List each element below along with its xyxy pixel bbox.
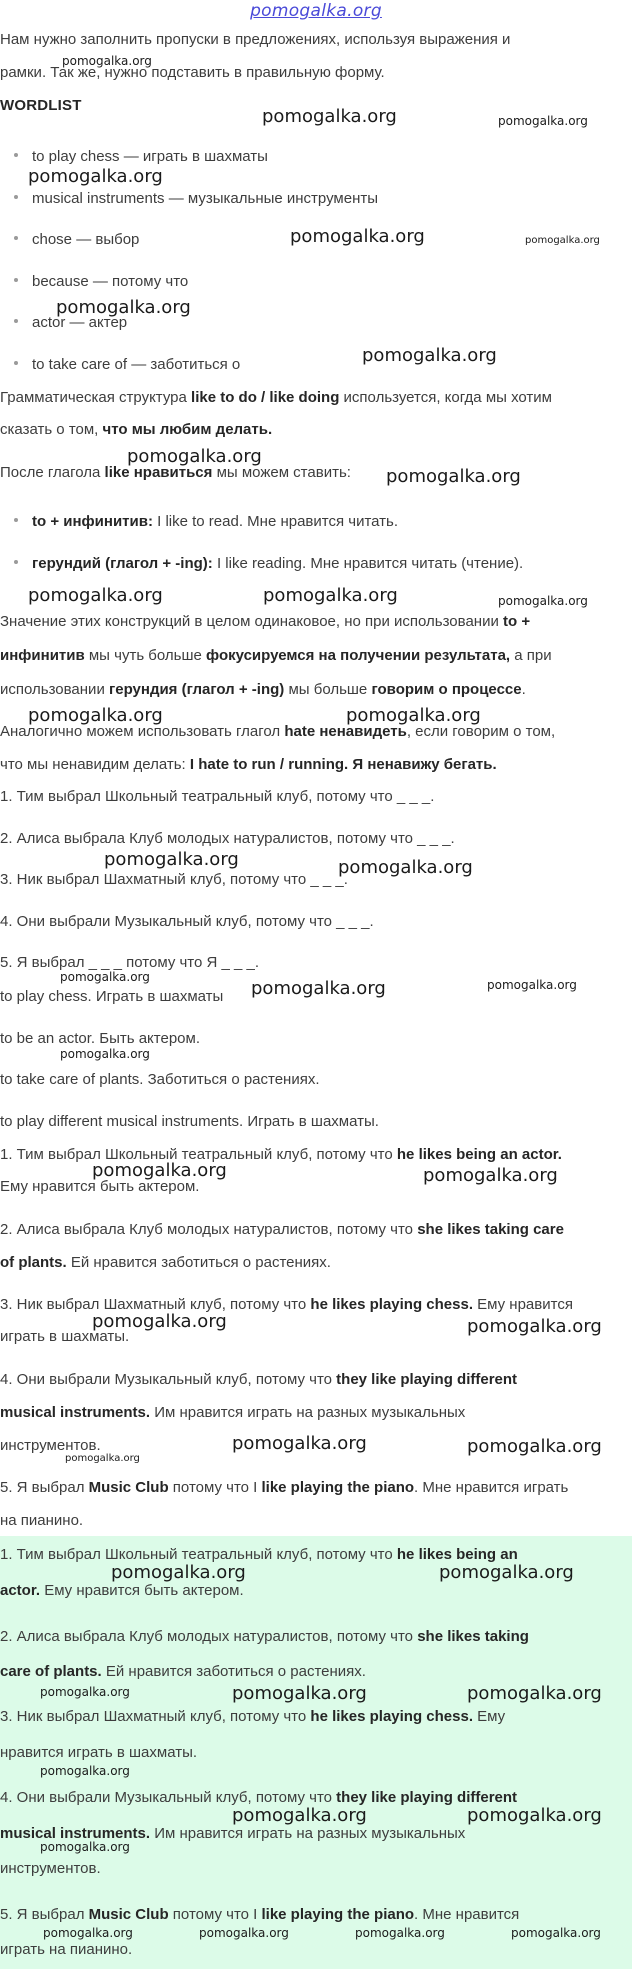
task-item: 2. Алиса выбрала Клуб молодых натуралистов, потому что _ _ _. <box>0 830 455 847</box>
watermark-logo: pomogalka.org <box>104 849 239 870</box>
watermark-logo: pomogalka.org <box>28 585 163 606</box>
final-3-line-1: 3. Ник выбрал Шахматный клуб, потому что he likes playing chess. Ему <box>0 1708 506 1725</box>
intro-line-1: Нам нужно заполнить пропуски в предложениях, используя выражения и <box>0 31 511 48</box>
watermark-logo: pomogalka.org <box>28 705 163 726</box>
watermark-logo: pomogalka.org <box>511 1926 601 1940</box>
phrase-item: to play different musical instruments. Играть в шахматы. <box>0 1113 379 1130</box>
answer-1-line-1: 1. Тим выбрал Школьный театральный клуб, потому что he likes being an actor. <box>0 1146 562 1163</box>
bullet-icon <box>14 518 18 522</box>
wordlist-item: because — потому что <box>14 272 188 292</box>
watermark-logo: pomogalka.org <box>487 978 577 992</box>
grammar-bullet: to + инфинитив: I like to read. Мне нравится читать. <box>14 512 398 532</box>
bullet-icon <box>14 195 18 199</box>
watermark-logo: pomogalka.org <box>92 1160 227 1181</box>
watermark-logo: pomogalka.org <box>40 1685 130 1699</box>
watermark-logo: pomogalka.org <box>92 1311 227 1332</box>
answer-3-line-2: играть в шахматы. <box>0 1328 130 1345</box>
bullet-icon <box>14 319 18 323</box>
watermark-logo: pomogalka.org <box>40 1764 130 1778</box>
task-item: 4. Они выбрали Музыкальный клуб, потому что _ _ _. <box>0 913 374 930</box>
final-4-line-3: инструментов. <box>0 1860 101 1877</box>
watermark-logo: pomogalka.org <box>346 705 481 726</box>
watermark-logo: pomogalka.org <box>60 1047 150 1061</box>
watermark-logo: pomogalka.org <box>262 106 397 127</box>
phrase-item: to take care of plants. Заботиться о растениях. <box>0 1071 320 1088</box>
bullet-icon <box>14 361 18 365</box>
wordlist-heading: WORDLIST <box>0 97 82 114</box>
watermark-logo: pomogalka.org <box>362 345 497 366</box>
watermark-logo: pomogalka.org <box>498 594 588 608</box>
answer-4-line-1: 4. Они выбрали Музыкальный клуб, потому что they like playing different <box>0 1371 518 1388</box>
watermark-logo: pomogalka.org <box>62 54 152 68</box>
final-4-line-1: 4. Они выбрали Музыкальный клуб, потому что they like playing different <box>0 1789 518 1806</box>
watermark-logo: pomogalka.org <box>386 466 521 487</box>
final-4-line-2: musical instruments. Им нравится играть на разных музыкальных <box>0 1825 466 1842</box>
answer-4-line-2: musical instruments. Им нравится играть на разных музыкальных <box>0 1404 466 1421</box>
final-1-line-2: actor. Ему нравится быть актером. <box>0 1582 244 1599</box>
grammar-bullet: герундий (глагол + -ing): I like reading. Мне нравится читать (чтение). <box>14 554 523 574</box>
watermark-logo: pomogalka.org <box>467 1316 602 1337</box>
grammar-line-1: Грамматическая структура like to do / like doing используется, когда мы хотим <box>0 389 552 406</box>
wordlist-item: musical instruments — музыкальные инструменты <box>14 189 378 209</box>
watermark-logo: pomogalka.org <box>338 857 473 878</box>
answer-2-line-2: of plants. Ей нравится заботиться о растениях. <box>0 1254 331 1271</box>
intro-line-2: рамки. Так же, нужно подставить в правильную форму. <box>0 64 385 81</box>
watermark-logo: pomogalka.org <box>60 970 150 984</box>
answer-3-line-1: 3. Ник выбрал Шахматный клуб, потому что he likes playing chess. Ему нравится <box>0 1296 573 1313</box>
wordlist-item: actor — актер <box>14 313 127 333</box>
bullet-icon <box>14 278 18 282</box>
watermark-logo: pomogalka.org <box>498 114 588 128</box>
site-logo[interactable]: pomogalka.org <box>250 1 382 21</box>
final-5-line-2: играть на пианино. <box>0 1941 133 1958</box>
final-1-line-1: 1. Тим выбрал Школьный театральный клуб, потому что he likes being an <box>0 1546 518 1563</box>
answer-4-line-3: инструментов. <box>0 1437 101 1454</box>
answer-5-line-1: 5. Я выбрал Music Club потому что I like playing the piano. Мне нравится играть <box>0 1479 569 1496</box>
watermark-logo: pomogalka.org <box>525 235 600 246</box>
watermark-logo: pomogalka.org <box>111 1562 246 1583</box>
watermark-logo: pomogalka.org <box>232 1683 367 1704</box>
watermark-logo: pomogalka.org <box>56 297 191 318</box>
hate-line-2: что мы ненавидим делать: I hate to run / running. Я ненавижу бегать. <box>0 756 497 773</box>
task-item: 5. Я выбрал _ _ _ потому что Я _ _ _. <box>0 954 260 971</box>
wordlist-item: chose — выбор <box>14 230 139 250</box>
watermark-logo: pomogalka.org <box>439 1562 574 1583</box>
watermark-logo: pomogalka.org <box>199 1926 289 1940</box>
watermark-logo: pomogalka.org <box>251 978 386 999</box>
hate-line-1: Аналогично можем использовать глагол hate ненавидеть, если говорим о том, <box>0 723 556 740</box>
watermark-logo: pomogalka.org <box>40 1840 130 1854</box>
final-2-line-2: care of plants. Ей нравится заботиться о растениях. <box>0 1663 366 1680</box>
answer-5-line-2: на пианино. <box>0 1512 84 1529</box>
watermark-logo: pomogalka.org <box>423 1165 558 1186</box>
watermark-logo: pomogalka.org <box>290 226 425 247</box>
bullet-icon <box>14 560 18 564</box>
watermark-logo: pomogalka.org <box>467 1683 602 1704</box>
bullet-icon <box>14 153 18 157</box>
meaning-line-3: использовании герундия (глагол + -ing) мы больше говорим о процессе. <box>0 681 526 698</box>
answer-1-line-2: Ему нравится быть актером. <box>0 1178 200 1195</box>
answer-2-line-1: 2. Алиса выбрала Клуб молодых натуралистов, потому что she likes taking care <box>0 1221 564 1238</box>
wordlist-item: to play chess — играть в шахматы <box>14 147 268 167</box>
watermark-logo: pomogalka.org <box>467 1805 602 1826</box>
phrase-item: to play chess. Играть в шахматы <box>0 988 224 1005</box>
final-5-line-1: 5. Я выбрал Music Club потому что I like playing the piano. Мне нравится <box>0 1906 520 1923</box>
watermark-logo: pomogalka.org <box>467 1436 602 1457</box>
phrase-item: to be an actor. Быть актером. <box>0 1030 200 1047</box>
wordlist-item: to take care of — заботиться о <box>14 355 240 375</box>
task-item: 3. Ник выбрал Шахматный клуб, потому что _ _ _. <box>0 871 348 888</box>
watermark-logo: pomogalka.org <box>65 1453 140 1464</box>
meaning-line-1: Значение этих конструкций в целом одинаковое, но при использовании to + <box>0 613 531 630</box>
grammar-line-2: сказать о том, что мы любим делать. <box>0 421 273 438</box>
watermark-logo: pomogalka.org <box>263 585 398 606</box>
final-3-line-2: нравится играть в шахматы. <box>0 1744 198 1761</box>
grammar-line-3: После глагола like нравиться мы можем ставить: <box>0 464 351 481</box>
task-item: 1. Тим выбрал Школьный театральный клуб, потому что _ _ _. <box>0 788 435 805</box>
watermark-logo: pomogalka.org <box>28 166 163 187</box>
watermark-logo: pomogalka.org <box>43 1926 133 1940</box>
watermark-logo: pomogalka.org <box>232 1433 367 1454</box>
meaning-line-2: инфинитив мы чуть больше фокусируемся на получении результата, а при <box>0 647 552 664</box>
watermark-logo: pomogalka.org <box>127 446 262 467</box>
bullet-icon <box>14 236 18 240</box>
watermark-logo: pomogalka.org <box>355 1926 445 1940</box>
watermark-logo: pomogalka.org <box>232 1805 367 1826</box>
final-2-line-1: 2. Алиса выбрала Клуб молодых натуралистов, потому что she likes taking <box>0 1628 529 1645</box>
